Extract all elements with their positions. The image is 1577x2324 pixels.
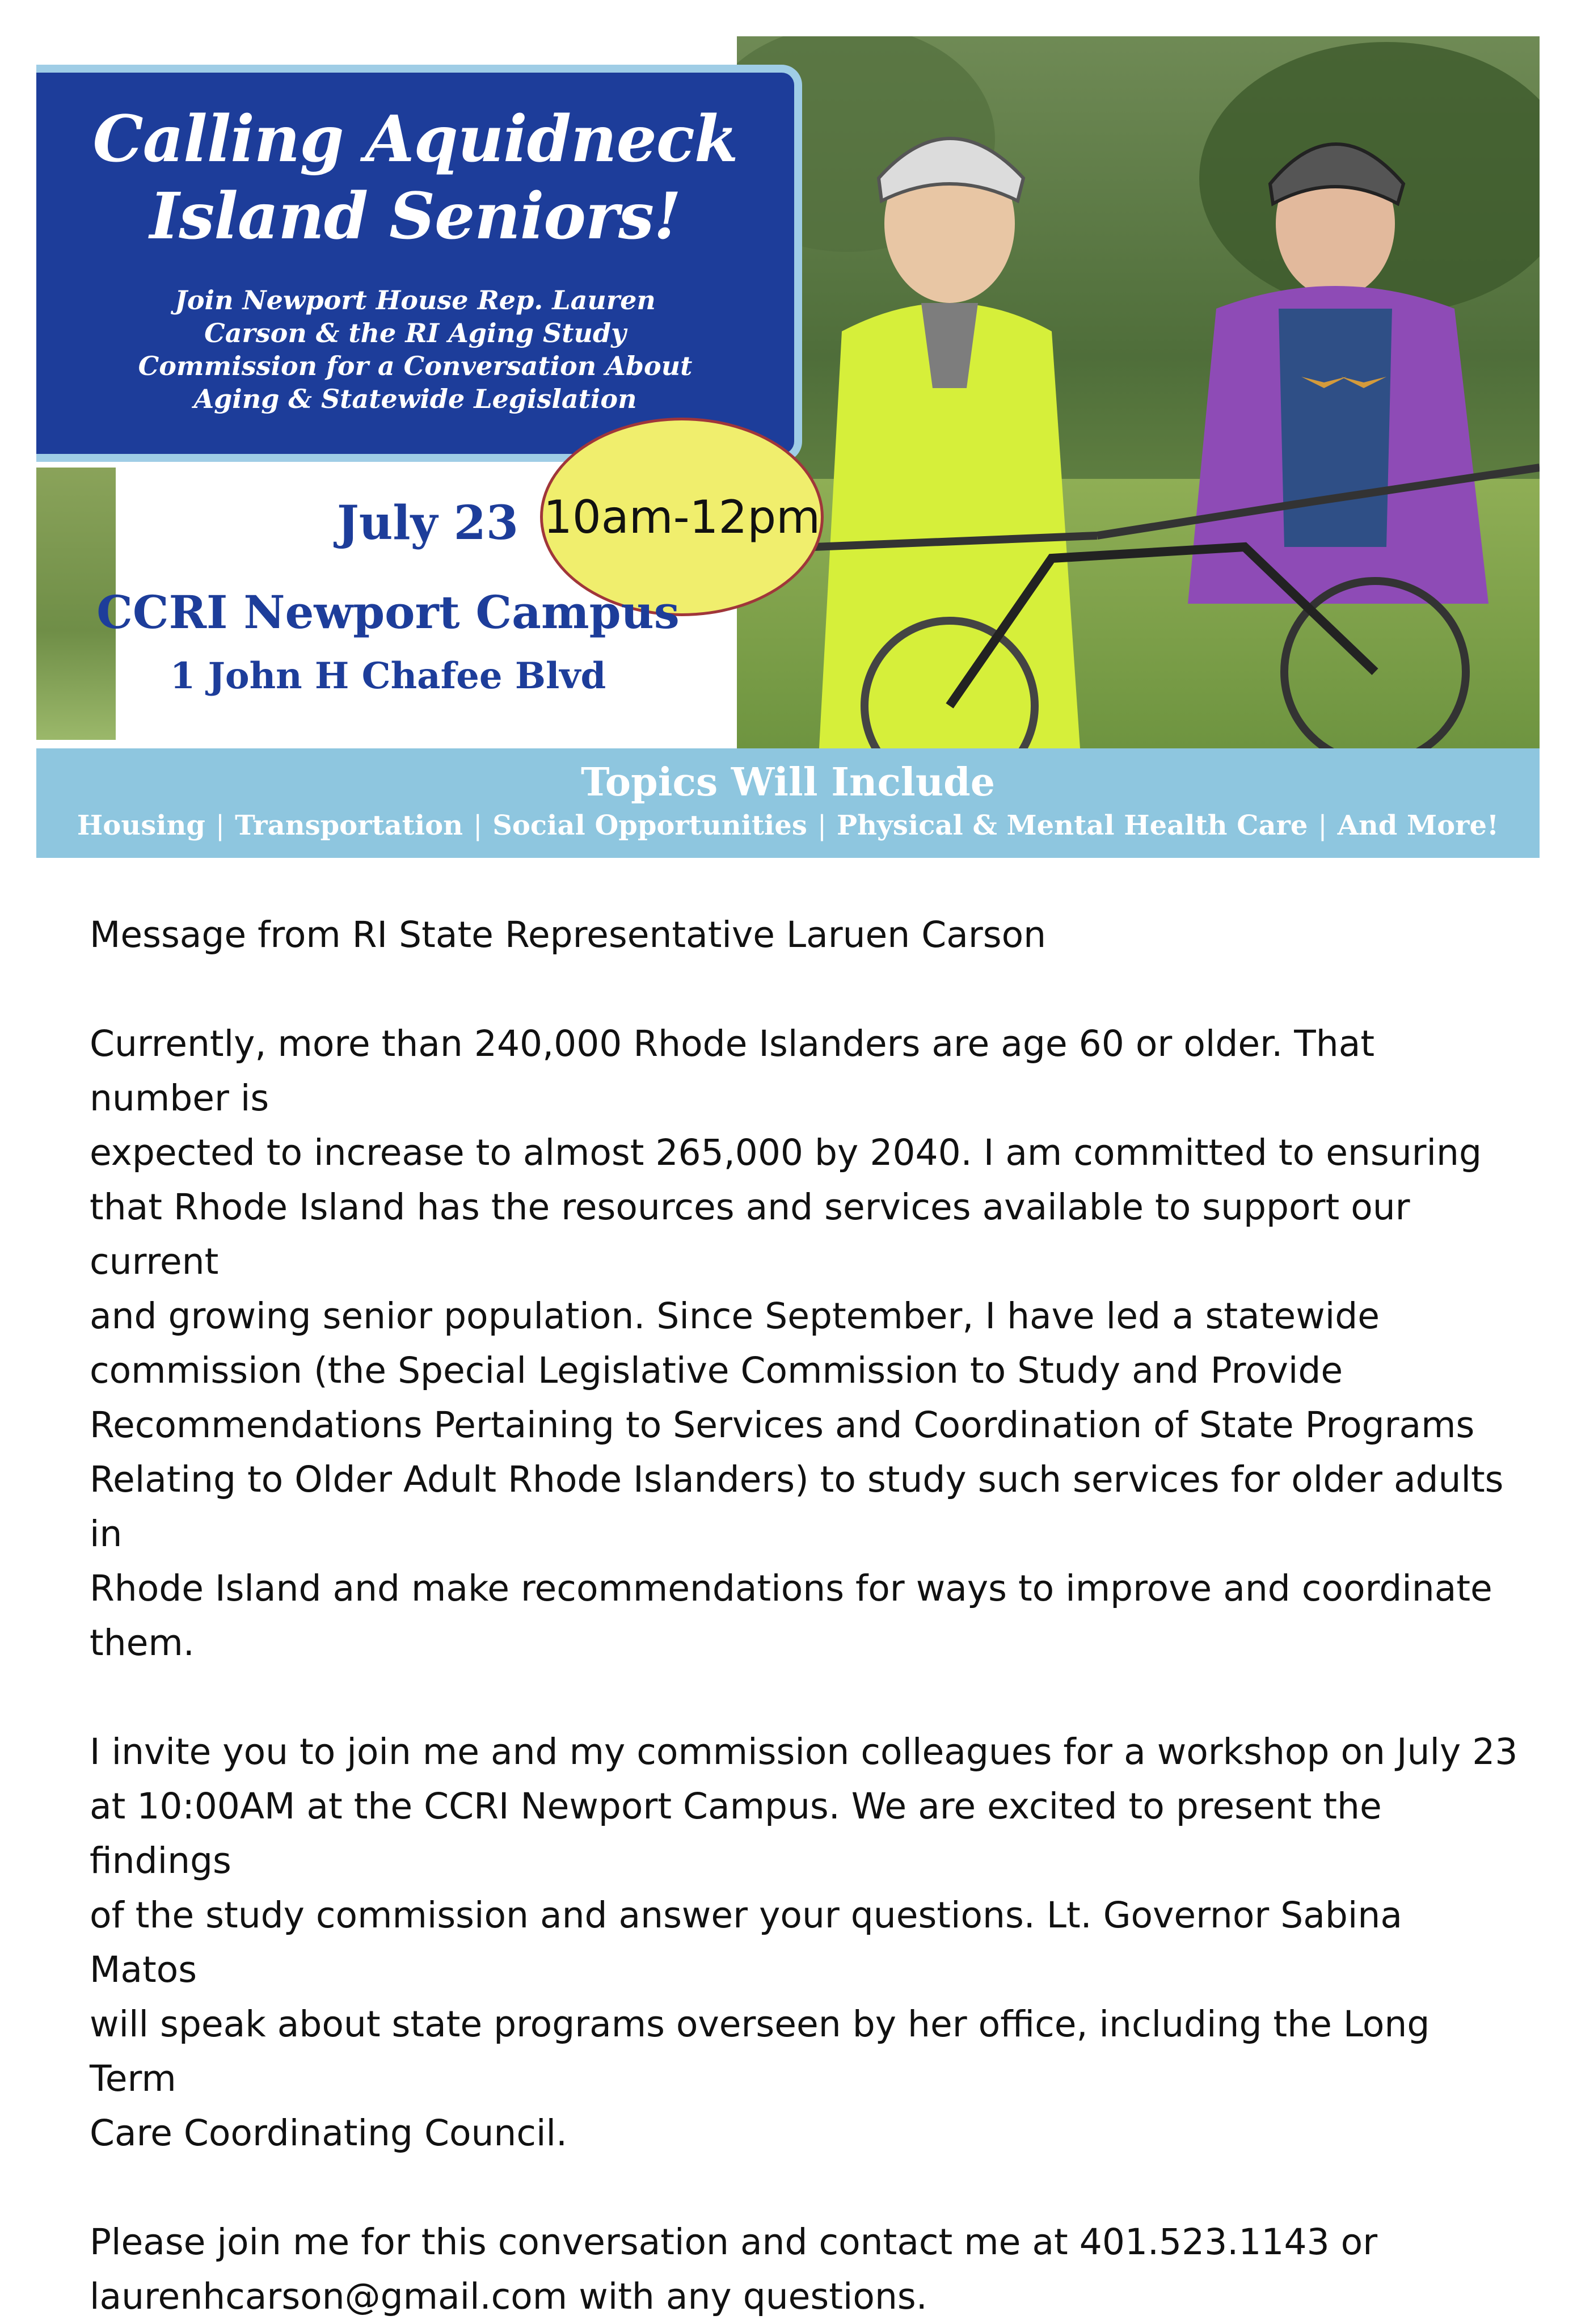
- paragraph-line: them.: [90, 1622, 195, 1664]
- subhead: [99, 284, 732, 415]
- paragraph-line: Relating to Older Adult Rhode Islanders) to study such services for older adults in: [90, 1459, 1504, 1555]
- paragraph-line: and growing senior population. Since September, I have led a statewide: [90, 1295, 1380, 1337]
- event-date: July 23: [337, 496, 518, 550]
- headline: [48, 101, 783, 255]
- paragraph-line: Please join me for this conversation and contact me at 401.523.1143 or: [90, 2221, 1378, 2263]
- topics-band: [36, 748, 1540, 858]
- paragraph-line: of the study commission and answer your questions. Lt. Governor Sabina Matos: [90, 1894, 1402, 1990]
- message-paragraph-2: [90, 1725, 1519, 2161]
- topic-item: Transportation: [235, 810, 463, 841]
- topic-separator: |: [473, 810, 483, 841]
- headline-line-2: Island Seniors!: [149, 179, 681, 254]
- message-paragraph-3: [90, 2215, 1519, 2324]
- paragraph-line: expected to increase to almost 265,000 by 2040. I am committed to ensuring: [90, 1132, 1482, 1173]
- representative-message: [90, 908, 1519, 2324]
- paragraph-gap: [90, 962, 1519, 1017]
- topic-item: Physical & Mental Health Care: [837, 810, 1308, 841]
- message-paragraph-1: [90, 1017, 1519, 1670]
- paragraph-line: Currently, more than 240,000 Rhode Islanders are age 60 or older. That number is: [90, 1023, 1375, 1119]
- event-address: 1 John H Chafee Blvd: [170, 655, 606, 697]
- paragraph-line: will speak about state programs overseen by her office, including the Long Term: [90, 2003, 1430, 2099]
- topic-separator: |: [215, 810, 225, 841]
- subhead-line-3: Commission for a Conversation About: [138, 351, 693, 381]
- event-venue: CCRI Newport Campus: [96, 586, 680, 639]
- paragraph-gap: [90, 1670, 1519, 1725]
- subhead-line-1: Join Newport House Rep. Lauren: [175, 285, 656, 315]
- paragraph-line: laurenhcarson@gmail.com with any questions.: [90, 2276, 927, 2317]
- topic-item: And More!: [1337, 810, 1499, 841]
- event-flyer-banner: [36, 36, 1540, 858]
- topic-item: Social Opportunities: [492, 810, 807, 841]
- topic-item: Housing: [77, 810, 205, 841]
- topics-title: Topics Will Include: [581, 760, 995, 805]
- paragraph-line: Rhode Island and make recommendations for ways to improve and coordinate: [90, 1568, 1492, 1609]
- message-heading: Message from RI State Representative Laruen Carson: [90, 914, 1047, 955]
- cyclists-photo-illustration: [734, 36, 1540, 748]
- topics-list: [36, 810, 1540, 841]
- paragraph-line: that Rhode Island has the resources and services available to support our current: [90, 1186, 1410, 1282]
- topic-separator: |: [817, 810, 827, 841]
- cyclists-photo: [734, 36, 1540, 748]
- paragraph-line: at 10:00AM at the CCRI Newport Campus. We are excited to present the findings: [90, 1786, 1382, 1881]
- paragraph-line: Care Coordinating Council.: [90, 2112, 568, 2154]
- paragraph-line: Recommendations Pertaining to Services and Coordination of State Programs: [90, 1404, 1475, 1446]
- paragraph-gap: [90, 2161, 1519, 2215]
- headline-line-1: Calling Aquidneck: [92, 102, 738, 176]
- headline-box: [36, 65, 802, 462]
- subhead-line-4: Aging & Statewide Legislation: [193, 384, 637, 414]
- topic-separator: |: [1318, 810, 1327, 841]
- paragraph-line: commission (the Special Legislative Commission to Study and Provide: [90, 1350, 1343, 1391]
- event-time: 10am-12pm: [543, 490, 821, 544]
- subhead-line-2: Carson & the RI Aging Study: [204, 318, 626, 348]
- paragraph-line: I invite you to join me and my commission colleagues for a workshop on July 23: [90, 1731, 1518, 1773]
